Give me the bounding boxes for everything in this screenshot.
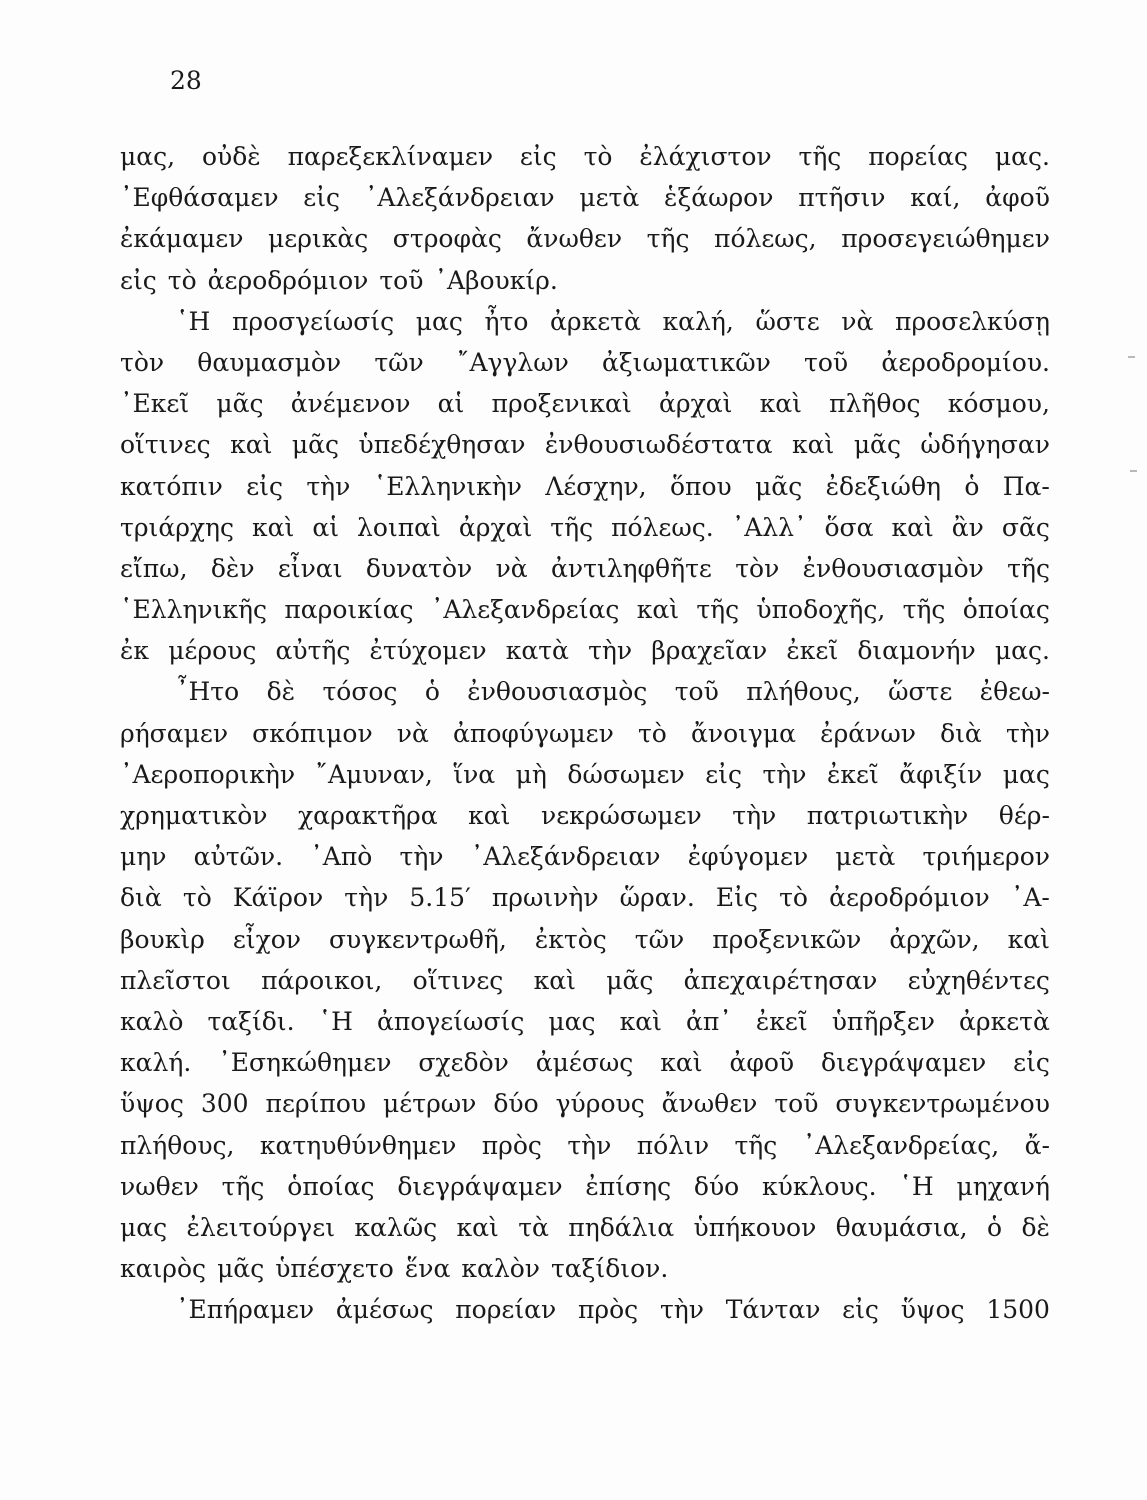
text-line: ᾿Εκεῖ μᾶς ἀνέμενον αἱ προξενικαὶ ἀρχαὶ καὶ πλῆθος κόσμου, xyxy=(120,389,1050,419)
text-line: ᾿Επήραμεν ἀμέσως πορείαν πρὸς τὴν Τάνταν εἰς ὕψος 1500 xyxy=(176,1295,1050,1325)
text-line: τριάρχης καὶ αἱ λοιπαὶ ἀρχαὶ τῆς πόλεως. ᾿Αλλ᾿ ὅσα καὶ ἂν σᾶς xyxy=(120,512,1050,542)
text-line: καλὸ ταξίδι. ῾Η ἀπογείωσίς μας καὶ ἀπ᾿ ἐκεῖ ὑπῆρξεν ἀρκετὰ xyxy=(120,1006,1050,1036)
text-line: μας ἐλειτούργει καλῶς καὶ τὰ πηδάλια ὑπήκουον θαυμάσια, ὁ δὲ xyxy=(120,1212,1050,1242)
text-line: ῾Ελληνικῆς παροικίας ᾿Αλεξανδρείας καὶ τῆς ὑποδοχῆς, τῆς ὁποίας xyxy=(120,595,1050,625)
body-text xyxy=(120,142,1050,1336)
text-line: καιρὸς μᾶς ὑπέσχετο ἕνα καλὸν ταξίδιον. xyxy=(120,1254,669,1284)
text-line: χρηματικὸν χαρακτῆρα καὶ νεκρώσωμεν τὴν πατριωτικὴν θέρ- xyxy=(120,801,1050,830)
text-line: καλή. ᾿Εσηκώθημεν σχεδὸν ἀμέσως καὶ ἀφοῦ διεγράψαμεν εἰς xyxy=(120,1048,1050,1078)
text-line: διὰ τὸ Κάϊρον τὴν 5.15′ πρωινὴν ὥραν. Εἰς τὸ ἀεροδρόμιον ᾿Α- xyxy=(120,883,1050,913)
text-line: ῾Η προσγείωσίς μας ἦτο ἀρκετὰ καλή, ὥστε νὰ προσελκύσῃ xyxy=(176,306,1050,336)
text-line: πλεῖστοι πάροικοι, οἵτινες καὶ μᾶς ἀπεχαιρέτησαν εὐχηθέντες xyxy=(120,965,1050,995)
text-line: εἴπω, δὲν εἶναι δυνατὸν νὰ ἀντιληφθῆτε τὸν ἐνθουσιασμὸν τῆς xyxy=(120,553,1050,583)
text-line: μας, οὐδὲ παρεξεκλίναμεν εἰς τὸ ἐλάχιστον τῆς πορείας μας. xyxy=(120,142,1050,171)
text-line: μην αὐτῶν. ᾿Απὸ τὴν ᾿Αλεξάνδρειαν ἐφύγομεν μετὰ τριήμερον xyxy=(120,842,1050,872)
text-line: ρήσαμεν σκόπιμον νὰ ἀποφύγωμεν τὸ ἄνοιγμα ἐράνων διὰ τὴν xyxy=(120,718,1050,748)
margin-mark xyxy=(1128,356,1135,358)
text-line: τὸν θαυμασμὸν τῶν ῎Αγγλων ἀξιωματικῶν τοῦ ἀεροδρομίου. xyxy=(120,347,1050,377)
text-line: βουκὶρ εἶχον συγκεντρωθῆ, ἐκτὸς τῶν προξενικῶν ἀρχῶν, καὶ xyxy=(120,924,1050,954)
text-line: οἵτινες καὶ μᾶς ὑπεδέχθησαν ἐνθουσιωδέστατα καὶ μᾶς ὡδήγησαν xyxy=(120,430,1050,460)
text-line: ᾿Αεροπορικὴν ῎Αμυναν, ἵνα μὴ δώσωμεν εἰς τὴν ἐκεῖ ἄφιξίν μας xyxy=(120,759,1050,789)
text-line: εἰς τὸ ἀεροδρόμιον τοῦ ᾿Αβουκίρ. xyxy=(120,265,558,295)
margin-mark xyxy=(1130,470,1137,472)
text-line: ἐκ μέρους αὐτῆς ἐτύχομεν κατὰ τὴν βραχεῖαν ἐκεῖ διαμονήν μας. xyxy=(120,636,1050,666)
page-number: 28 xyxy=(170,66,202,95)
text-line: πλήθους, κατηυθύνθημεν πρὸς τὴν πόλιν τῆς ᾿Αλεξανδρείας, ἄ- xyxy=(120,1130,1050,1160)
text-line: ᾿Εφθάσαμεν εἰς ᾿Αλεξάνδρειαν μετὰ ἑξάωρον πτῆσιν καί, ἀφοῦ xyxy=(120,183,1050,213)
text-line: ῏Ητο δὲ τόσος ὁ ἐνθουσιασμὸς τοῦ πλήθους, ὥστε ἐθεω- xyxy=(176,677,1050,707)
text-line: ἐκάμαμεν μερικὰς στροφὰς ἄνωθεν τῆς πόλεως, προσεγειώθημεν xyxy=(120,224,1050,254)
text-line: κατόπιν εἰς τὴν ῾Ελληνικὴν Λέσχην, ὅπου μᾶς ἐδεξιώθη ὁ Πα- xyxy=(120,471,1050,501)
text-line: νωθεν τῆς ὁποίας διεγράψαμεν ἐπίσης δύο κύκλους. ῾Η μηχανή xyxy=(120,1171,1050,1201)
text-line: ὕψος 300 περίπου μέτρων δύο γύρους ἄνωθεν τοῦ συγκεντρωμένου xyxy=(120,1089,1050,1119)
